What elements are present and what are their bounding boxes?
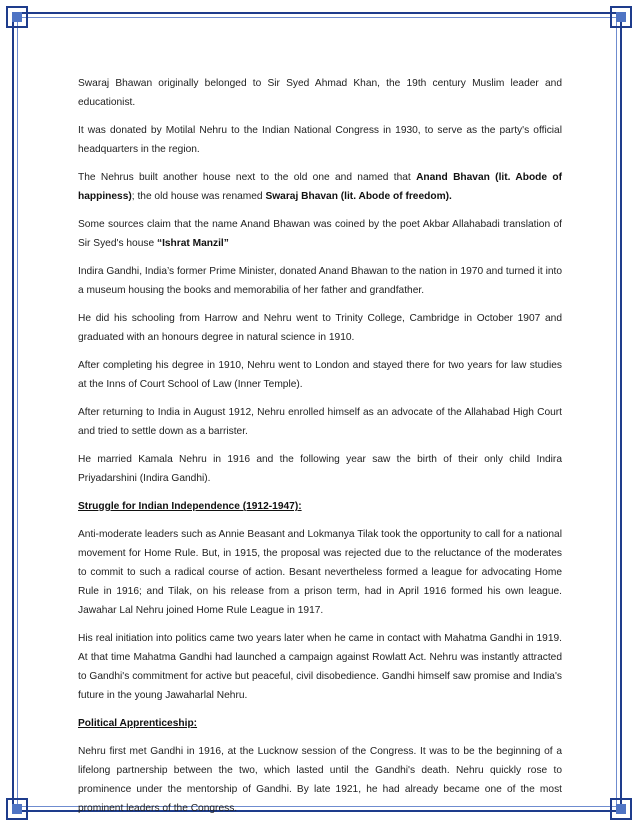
paragraph: After completing his degree in 1910, Nehru went to London and stayed there for two years for law studies at the Inns of Court School of Law (Inner Temple). — [78, 360, 562, 390]
paragraph-text: ; the old house was renamed — [131, 191, 266, 202]
bold-text: Anand Bhavan (lit. Abode of happiness) — [78, 172, 562, 202]
paragraph: It was donated by Motilal Nehru to the Indian National Congress in 1930, to serve as the party's official headquarters in the region. — [78, 125, 562, 155]
corner-ornament-icon — [6, 6, 28, 28]
section-heading: Political Apprenticeship: — [78, 718, 198, 729]
paragraph — [78, 168, 562, 206]
paragraph — [78, 215, 562, 253]
paragraph-text: The Nehrus built another house next to the old one and named that — [78, 172, 417, 183]
paragraph: He married Kamala Nehru in 1916 and the following year saw the birth of their only child Indira Priyadarshini (Indira Gandhi). — [78, 454, 562, 484]
paragraph: Nehru first met Gandhi in 1916, at the Lucknow session of the Congress. It was to be the beginning of a lifelong partnership between the two, which lasted until the Gandhi's death. Nehru quickly rose to prominence under the mentorship of Gandhi. By late 1921, he had already became one of the most prominent leaders of the Congress. — [78, 746, 562, 814]
paragraph: Anti-moderate leaders such as Annie Beasant and Lokmanya Tilak took the opportunity to call for a national movement for Home Rule. But, in 1915, the proposal was rejected due to the reluctance of the moderates to commit to such a radical course of action. Besant nevertheless formed a league for advocating Home Rule in 1916; and Tilak, on his release from a prison term, had in April 1916 formed his own league. Jawahar Lal Nehru joined Home Rule League in 1917. — [78, 529, 562, 616]
paragraph: After returning to India in August 1912, Nehru enrolled himself as an advocate of the Allahabad High Court and tried to settle down as a barrister. — [78, 407, 562, 437]
document-body — [78, 74, 562, 827]
corner-ornament-icon — [610, 6, 632, 28]
paragraph: He did his schooling from Harrow and Nehru went to Trinity College, Cambridge in October 1907 and graduated with an honours degree in natural science in 1910. — [78, 313, 562, 343]
paragraph: Swaraj Bhawan originally belonged to Sir Syed Ahmad Khan, the 19th century Muslim leader and educationist. — [78, 78, 562, 108]
paragraph: Indira Gandhi, India’s former Prime Minister, donated Anand Bhawan to the nation in 1970 and turned it into a museum housing the books and memorabilia of her father and grandfather. — [78, 266, 562, 296]
corner-ornament-icon — [6, 798, 28, 820]
paragraph-text: Some sources claim that the name Anand Bhawan was coined by the poet Akbar Allahabadi translation of Sir Syed's house — [78, 219, 562, 249]
bold-text: “Ishrat Manzil” — [156, 238, 229, 249]
bold-text: Swaraj Bhavan (lit. Abode of freedom). — [265, 191, 452, 202]
section-heading: Struggle for Indian Independence (1912-1947): — [78, 501, 302, 512]
paragraph: His real initiation into politics came two years later when he came in contact with Mahatma Gandhi in 1919. At that time Mahatma Gandhi had launched a campaign against Rowlatt Act. Nehru was instantly attracted to Gandhi's commitment for active but peaceful, civil disobedience. Gandhi himself saw promise and India's future in the young Jawaharlal Nehru. — [78, 633, 562, 701]
corner-ornament-icon — [610, 798, 632, 820]
